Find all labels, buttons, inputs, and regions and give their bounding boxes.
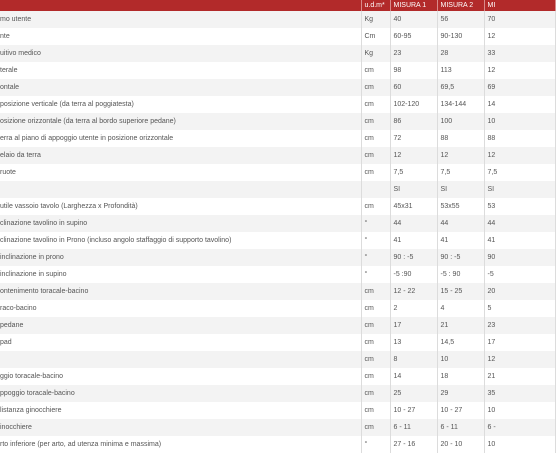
cell-misura-1: 14 — [390, 368, 437, 385]
cell-description: pedane — [0, 317, 361, 334]
header-description — [0, 0, 361, 11]
cell-unit: cm — [361, 402, 390, 419]
table-row — [0, 300, 555, 317]
cell-misura-2: 100 — [437, 113, 484, 130]
cell-description: raco-bacino — [0, 300, 361, 317]
table-row — [0, 130, 555, 147]
cell-unit: cm — [361, 130, 390, 147]
cell-description: inclinazione in prono — [0, 249, 361, 266]
cell-misura-3: 20 — [484, 283, 555, 300]
cell-description: inclinazione in supino — [0, 266, 361, 283]
cell-unit: cm — [361, 96, 390, 113]
cell-misura-3: 7,5 — [484, 164, 555, 181]
cell-misura-2: 134-144 — [437, 96, 484, 113]
cell-misura-1: 10 - 27 — [390, 402, 437, 419]
cell-unit: cm — [361, 164, 390, 181]
cell-description: erra al piano di appoggio utente in posizione orizzontale — [0, 130, 361, 147]
cell-misura-1: 41 — [390, 232, 437, 249]
cell-misura-3: 23 — [484, 317, 555, 334]
cell-unit: cm — [361, 300, 390, 317]
cell-description: ggio toracale-bacino — [0, 368, 361, 385]
cell-misura-1: 44 — [390, 215, 437, 232]
cell-unit: cm — [361, 62, 390, 79]
table-row — [0, 11, 555, 28]
cell-misura-3: 33 — [484, 45, 555, 62]
cell-description: posizione verticale (da terra al poggiatesta) — [0, 96, 361, 113]
cell-misura-3: 5 — [484, 300, 555, 317]
cell-misura-2: 10 - 27 — [437, 402, 484, 419]
cell-description: clinazione tavolino in supino — [0, 215, 361, 232]
cell-misura-2: 12 — [437, 147, 484, 164]
table-row — [0, 164, 555, 181]
cell-misura-1: 2 — [390, 300, 437, 317]
cell-misura-1: 60 — [390, 79, 437, 96]
cell-unit: ° — [361, 436, 390, 453]
cell-misura-2: 20 - 10 — [437, 436, 484, 453]
cell-description: listanza ginocchiere — [0, 402, 361, 419]
cell-misura-2: 90 : -5 — [437, 249, 484, 266]
cell-misura-1: 8 — [390, 351, 437, 368]
cell-description: ruote — [0, 164, 361, 181]
cell-misura-3: 12 — [484, 147, 555, 164]
table-row — [0, 402, 555, 419]
table-row — [0, 351, 555, 368]
cell-misura-3: SI — [484, 181, 555, 198]
cell-misura-1: 27 - 16 — [390, 436, 437, 453]
cell-misura-3: 14 — [484, 96, 555, 113]
cell-description: utile vassoio tavolo (Larghezza x Profondità) — [0, 198, 361, 215]
cell-misura-1: 60-95 — [390, 28, 437, 45]
cell-misura-3: 12 — [484, 351, 555, 368]
cell-misura-2: 28 — [437, 45, 484, 62]
cell-misura-1: 7,5 — [390, 164, 437, 181]
cell-misura-2: -5 : 90 — [437, 266, 484, 283]
header-unit: u.d.m* — [361, 0, 390, 11]
cell-misura-3: 10 — [484, 436, 555, 453]
cell-misura-3: 12 — [484, 62, 555, 79]
cell-misura-2: 53x55 — [437, 198, 484, 215]
cell-description: ontale — [0, 79, 361, 96]
cell-misura-1: 98 — [390, 62, 437, 79]
header-misura-1: MISURA 1 — [390, 0, 437, 11]
cell-misura-2: 10 — [437, 351, 484, 368]
cell-misura-2: 18 — [437, 368, 484, 385]
cell-misura-1: 13 — [390, 334, 437, 351]
header-misura-3: MI — [484, 0, 555, 11]
cell-misura-2: 7,5 — [437, 164, 484, 181]
table-row — [0, 266, 555, 283]
table-row — [0, 45, 555, 62]
cell-misura-2: 69,5 — [437, 79, 484, 96]
cell-unit: Cm — [361, 28, 390, 45]
cell-unit: cm — [361, 334, 390, 351]
cell-unit: cm — [361, 147, 390, 164]
cell-misura-3: 88 — [484, 130, 555, 147]
cell-misura-3: 53 — [484, 198, 555, 215]
cell-description: elaio da terra — [0, 147, 361, 164]
cell-unit — [361, 181, 390, 198]
cell-misura-3: 41 — [484, 232, 555, 249]
cell-misura-2: 4 — [437, 300, 484, 317]
cell-unit: ° — [361, 266, 390, 283]
cell-unit: cm — [361, 419, 390, 436]
table-row — [0, 419, 555, 436]
cell-description: inocchiere — [0, 419, 361, 436]
table-row — [0, 385, 555, 402]
table-row — [0, 215, 555, 232]
cell-misura-1: 102-120 — [390, 96, 437, 113]
cell-misura-3: 12 — [484, 28, 555, 45]
table-row — [0, 198, 555, 215]
cell-misura-1: 90 : -5 — [390, 249, 437, 266]
cell-misura-1: 72 — [390, 130, 437, 147]
cell-misura-2: 14,5 — [437, 334, 484, 351]
cell-misura-2: 56 — [437, 11, 484, 28]
table-row — [0, 317, 555, 334]
cell-unit: ° — [361, 232, 390, 249]
cell-misura-1: 25 — [390, 385, 437, 402]
cell-misura-3: 90 — [484, 249, 555, 266]
cell-misura-2: 90-130 — [437, 28, 484, 45]
cell-unit: cm — [361, 198, 390, 215]
cell-description: clinazione tavolino in Prono (incluso angolo staffaggio di supporto tavolino) — [0, 232, 361, 249]
cell-description: ontenimento toracale-bacino — [0, 283, 361, 300]
cell-description: mo utente — [0, 11, 361, 28]
table-row — [0, 368, 555, 385]
cell-misura-2: 88 — [437, 130, 484, 147]
cell-misura-2: 113 — [437, 62, 484, 79]
cell-misura-1: 12 — [390, 147, 437, 164]
cell-description — [0, 181, 361, 198]
cell-misura-3: 21 — [484, 368, 555, 385]
table-row — [0, 181, 555, 198]
cell-misura-1: 23 — [390, 45, 437, 62]
cell-misura-3: 70 — [484, 11, 555, 28]
table-row — [0, 79, 555, 96]
cell-unit: cm — [361, 368, 390, 385]
cell-misura-2: 29 — [437, 385, 484, 402]
cell-misura-1: 86 — [390, 113, 437, 130]
cell-description: ppoggio toracale-bacino — [0, 385, 361, 402]
table-row — [0, 28, 555, 45]
cell-unit: ° — [361, 249, 390, 266]
cell-description: uitivo medico — [0, 45, 361, 62]
table-row — [0, 283, 555, 300]
cell-description: terale — [0, 62, 361, 79]
cell-unit: cm — [361, 283, 390, 300]
cell-misura-2: 21 — [437, 317, 484, 334]
cell-unit: cm — [361, 351, 390, 368]
cell-misura-2: 44 — [437, 215, 484, 232]
cell-unit: cm — [361, 385, 390, 402]
table-row — [0, 232, 555, 249]
cell-description: osizione orizzontale (da terra al bordo superiore pedane) — [0, 113, 361, 130]
cell-description: pad — [0, 334, 361, 351]
cell-unit: Kg — [361, 45, 390, 62]
cell-misura-3: 10 — [484, 402, 555, 419]
cell-misura-1: 40 — [390, 11, 437, 28]
cell-description: nte — [0, 28, 361, 45]
cell-misura-1: 12 - 22 — [390, 283, 437, 300]
table-row — [0, 334, 555, 351]
cell-misura-1: 45x31 — [390, 198, 437, 215]
cell-misura-3: 44 — [484, 215, 555, 232]
cell-misura-3: 17 — [484, 334, 555, 351]
table-row — [0, 96, 555, 113]
cell-unit: ° — [361, 215, 390, 232]
table-row — [0, 113, 555, 130]
table-row — [0, 147, 555, 164]
cell-misura-2: 41 — [437, 232, 484, 249]
table-header-row — [0, 0, 555, 11]
cell-misura-1: 6 - 11 — [390, 419, 437, 436]
cell-description — [0, 351, 361, 368]
cell-misura-2: 15 - 25 — [437, 283, 484, 300]
cell-misura-3: -5 — [484, 266, 555, 283]
cell-unit: cm — [361, 113, 390, 130]
cell-misura-3: 6 - — [484, 419, 555, 436]
cell-misura-1: SI — [390, 181, 437, 198]
table-row — [0, 249, 555, 266]
cell-unit: Kg — [361, 11, 390, 28]
cell-unit: cm — [361, 317, 390, 334]
cell-unit: cm — [361, 79, 390, 96]
cell-misura-3: 35 — [484, 385, 555, 402]
cell-misura-3: 69 — [484, 79, 555, 96]
table-row — [0, 62, 555, 79]
table-row — [0, 436, 555, 453]
cell-misura-2: 6 - 11 — [437, 419, 484, 436]
cell-misura-1: 17 — [390, 317, 437, 334]
cell-misura-3: 10 — [484, 113, 555, 130]
cell-description: rto inferiore (per arto, ad utenza minima e massima) — [0, 436, 361, 453]
cell-misura-2: SI — [437, 181, 484, 198]
cell-misura-1: -5 :90 — [390, 266, 437, 283]
header-misura-2: MISURA 2 — [437, 0, 484, 11]
